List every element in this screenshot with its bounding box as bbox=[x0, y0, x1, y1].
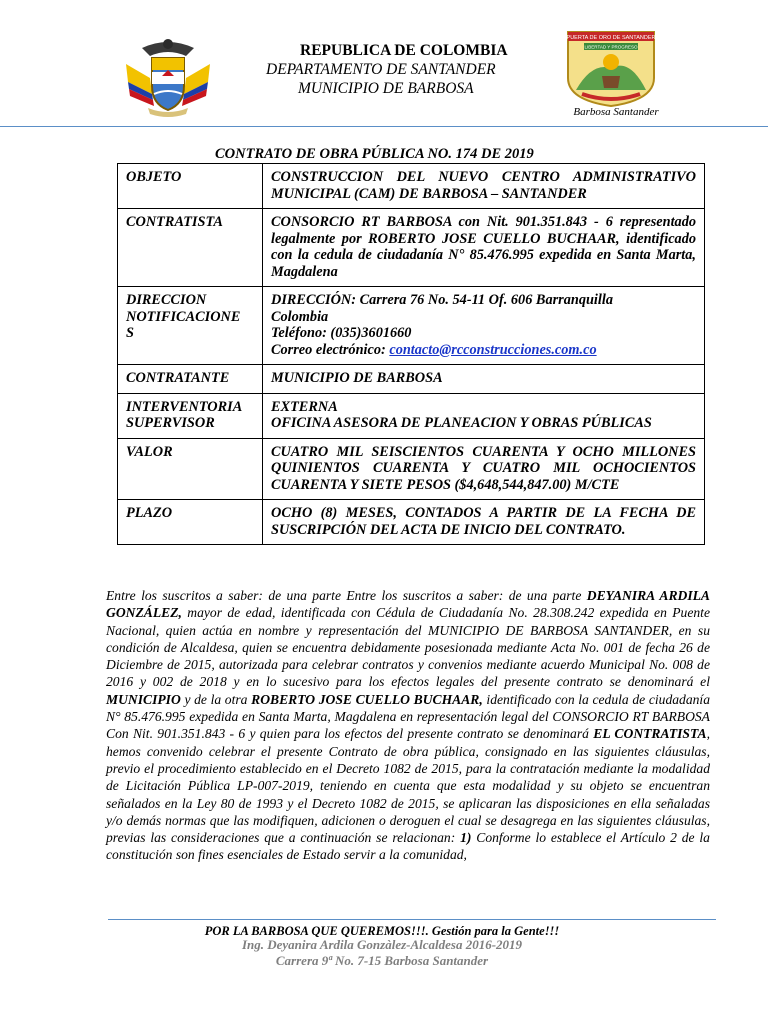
seal-banner-text: LIBERTAD Y PROGRESO bbox=[584, 44, 638, 50]
value-objeto: CONSTRUCCION DEL NUEVO CENTRO ADMINISTRATIVO MUNICIPAL (CAM) DE BARBOSA – SANTANDER bbox=[263, 164, 705, 209]
value-valor: CUATRO MIL SEISCIENTOS CUARENTA Y OCHO MILLONES QUINIENTOS CUARENTA Y CUATRO MIL OCHOCIENTOS CUARENTA Y SIETE PESOS ($4,648,544,847.00) M/CTE bbox=[263, 438, 705, 500]
address-city: Colombia bbox=[271, 308, 329, 325]
value-plazo: OCHO (8) MESES, CONTADOS A PARTIR DE LA FECHA DE SUSCRIPCIÓN DEL ACTA DE INICIO DEL CONTRATO. bbox=[263, 500, 705, 545]
table-row-plazo bbox=[118, 500, 705, 545]
label-contratista: CONTRATISTA bbox=[118, 209, 263, 287]
label-interventoria-a: INTERVENTORIA bbox=[126, 398, 243, 415]
footer-divider bbox=[108, 919, 716, 920]
value-interventoria-a: EXTERNA bbox=[271, 398, 338, 415]
body-contratista: EL CONTRATISTA bbox=[593, 726, 707, 742]
label-interventoria-b: SUPERVISOR bbox=[126, 415, 215, 431]
body-party1-name: DEYANIRA ARDILA GONZÁLEZ, bbox=[106, 588, 710, 621]
footer-address: Carrera 9ª No. 7-15 Barbosa Santander bbox=[275, 953, 489, 968]
table-row-interventoria bbox=[118, 393, 705, 438]
value-interventoria bbox=[263, 393, 705, 438]
body-party2-name: ROBERTO JOSE CUELLO BUCHAAR, bbox=[251, 691, 483, 707]
body-p2: mayor de edad, identificada con Cédula de Ciudadanía No. 28.308.242 expedida en Puente Nacional, quien actúa en nombre y representación del MUNICIPIO DE BARBOSA SANTANDER, en su condición de Alcaldesa, quien se encuentra debidamente posesionada mediante Acta No. 001 de fecha 26 de Diciembre de 2015, autorizada para celebrar contratos y convenios mediante acuerdo Municipal No. 008 de 2016 y 002 de 2018 y en lo sucesivo para los efectos legales del presente contrato se denominará el bbox=[106, 605, 710, 690]
table-row-contratante bbox=[118, 365, 705, 394]
label-direccion-b: NOTIFICACIONE bbox=[126, 308, 241, 325]
header-divider bbox=[0, 126, 768, 127]
phone: Teléfono: (035)3601660 bbox=[271, 325, 412, 341]
body-p6: Conforme lo establece el Artículo 2 de la constitución son fines esenciales de Estado servir a la comunidad, bbox=[106, 830, 710, 863]
value-interventoria-b: OFICINA ASESORA DE PLANEACION Y OBRAS PÚBLICAS bbox=[271, 415, 652, 431]
footer-mayor: Ing. Deyanira Ardila Gonzàlez-Alcaldesa 2016-2019 bbox=[241, 937, 523, 952]
value-direccion bbox=[263, 287, 705, 365]
body-p1: Entre los suscritos a saber: de una parte Entre los suscritos a saber: de una parte bbox=[106, 588, 582, 603]
contract-title: CONTRATO DE OBRA PÚBLICA NO. 174 DE 2019 bbox=[215, 146, 534, 162]
label-direccion bbox=[118, 287, 263, 365]
body-item-1: 1) bbox=[460, 830, 472, 846]
seal-caption: Barbosa Santander bbox=[573, 106, 659, 118]
header-municipio: MUNICIPIO DE BARBOSA bbox=[298, 80, 474, 97]
footer-slogan: POR LA BARBOSA QUE QUEREMOS!!!. Gestión para la Gente!!! bbox=[204, 924, 560, 938]
header-republica: REPUBLICA DE COLOMBIA bbox=[300, 42, 508, 59]
contract-info-table bbox=[117, 163, 705, 545]
contract-body-paragraph bbox=[106, 587, 710, 864]
label-plazo: PLAZO bbox=[118, 500, 263, 545]
value-contratante: MUNICIPIO DE BARBOSA bbox=[263, 365, 705, 394]
label-contratante: CONTRATANTE bbox=[118, 365, 263, 394]
body-p4: identificado con la cedula de ciudadanía N° 85.476.995 expedida en Santa Marta, Magdalena en representación legal del CONSORCIO RT BARBOSA Con Nit. 901.351.843 - 6 y quien para los efectos del presente contrato se denominará bbox=[106, 691, 711, 742]
label-interventoria bbox=[118, 393, 263, 438]
table-row-contratista bbox=[118, 209, 705, 287]
table-row-direccion bbox=[118, 287, 705, 365]
email-label: Correo electrónico: bbox=[271, 341, 386, 358]
table-row-valor bbox=[118, 438, 705, 500]
label-objeto: OBJETO bbox=[118, 164, 263, 209]
body-p3: y de la otra bbox=[184, 691, 248, 707]
colombia-coat-of-arms-icon bbox=[122, 34, 214, 118]
seal-top-text: PUERTA DE ORO DE SANTANDER bbox=[566, 35, 656, 41]
address-line: DIRECCIÓN: Carrera 76 No. 54-11 Of. 606 Barranquilla bbox=[271, 292, 613, 308]
header-departamento: DEPARTAMENTO DE SANTANDER bbox=[266, 61, 496, 78]
body-p5: , hemos convenido celebrar el presente Contrato de obra pública, consignado en las siguientes cláusulas, previo el procedimiento establecido en el Decreto 1082 de 2015, para la contratación mediante la modalidad de Licitación Pública LP-007-2019, teniendo en cuenta que esta modalidad y su objeto se encuentran señalados en la Ley 80 de 1993 y el Decreto 1082 de 2015, se aplicaran las disposiciones en ella señaladas y/o demás normas que las modifiquen, adicionen o deroguen el cual se desagrega en las siguientes cláusulas, previas las consideraciones que a continuación se relacionan: bbox=[106, 726, 711, 846]
label-direccion-a: DIRECCION bbox=[126, 292, 207, 308]
email-row bbox=[271, 342, 696, 359]
barbosa-municipal-seal-icon bbox=[562, 28, 660, 108]
email-link[interactable]: contacto@rcconstrucciones.com.co bbox=[389, 341, 597, 358]
label-direccion-c: S bbox=[126, 325, 134, 341]
body-municipio: MUNICIPIO bbox=[106, 691, 181, 707]
value-contratista: CONSORCIO RT BARBOSA con Nit. 901.351.843 - 6 representado legalmente por ROBERTO JOSE CUELLO BUCHAAR, identificado con la cedula de ciudadanía N° 85.476.995 expedida en Santa Marta, Magdalena bbox=[263, 209, 705, 287]
table-row-objeto bbox=[118, 164, 705, 209]
label-valor: VALOR bbox=[118, 438, 263, 500]
